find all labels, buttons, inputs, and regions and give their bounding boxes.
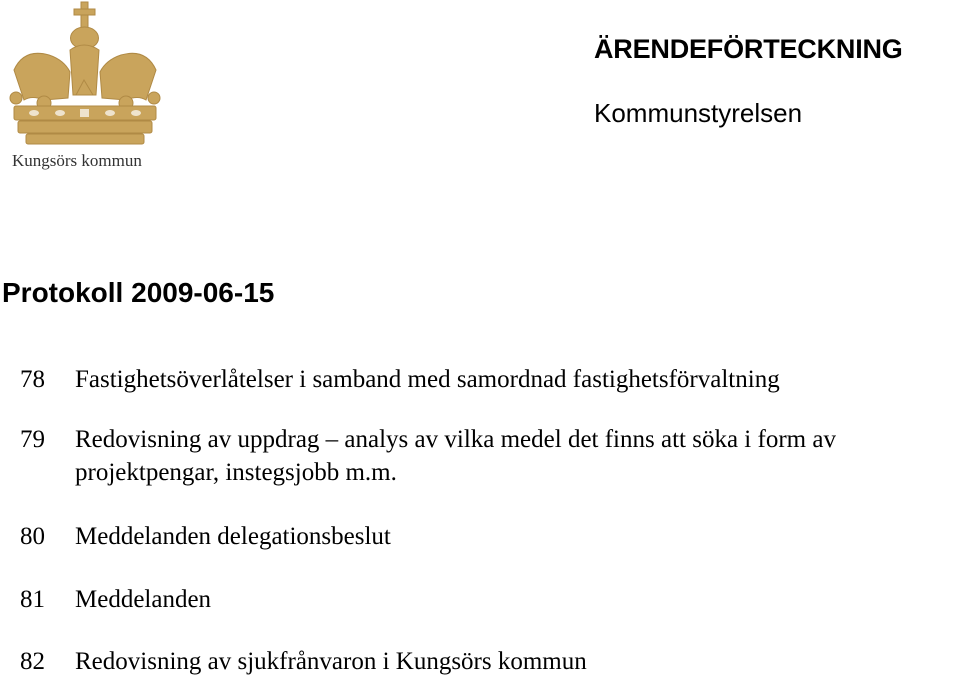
item-text: Redovisning av sjukfrånvaron i Kungsörs kommun (75, 648, 587, 675)
item-text: Fastighetsöverlåtelser i samband med samordnad fastighetsförvaltning (75, 366, 780, 393)
protocol-title: Protokoll 2009-06-15 (2, 277, 275, 308)
item-text: Meddelanden (75, 586, 212, 613)
item-text: Redovisning av uppdrag – analys av vilka medel det finns att söka i form av (75, 426, 836, 453)
item-text: Meddelanden delegationsbeslut (75, 523, 391, 550)
item-number: 81 (20, 586, 45, 613)
document-title: ÄRENDEFÖRTECKNING (594, 34, 903, 64)
crown-emblem-icon (4, 0, 166, 175)
item-text: projektpengar, instegsjobb m.m. (75, 459, 397, 486)
item-number: 82 (20, 648, 45, 675)
item-number: 79 (20, 426, 45, 453)
item-number: 78 (20, 366, 45, 393)
municipality-logo (4, 0, 166, 175)
item-number: 80 (20, 523, 45, 550)
document-subtitle: Kommunstyrelsen (594, 98, 803, 128)
logo-caption: Kungsörs kommun (12, 151, 142, 170)
